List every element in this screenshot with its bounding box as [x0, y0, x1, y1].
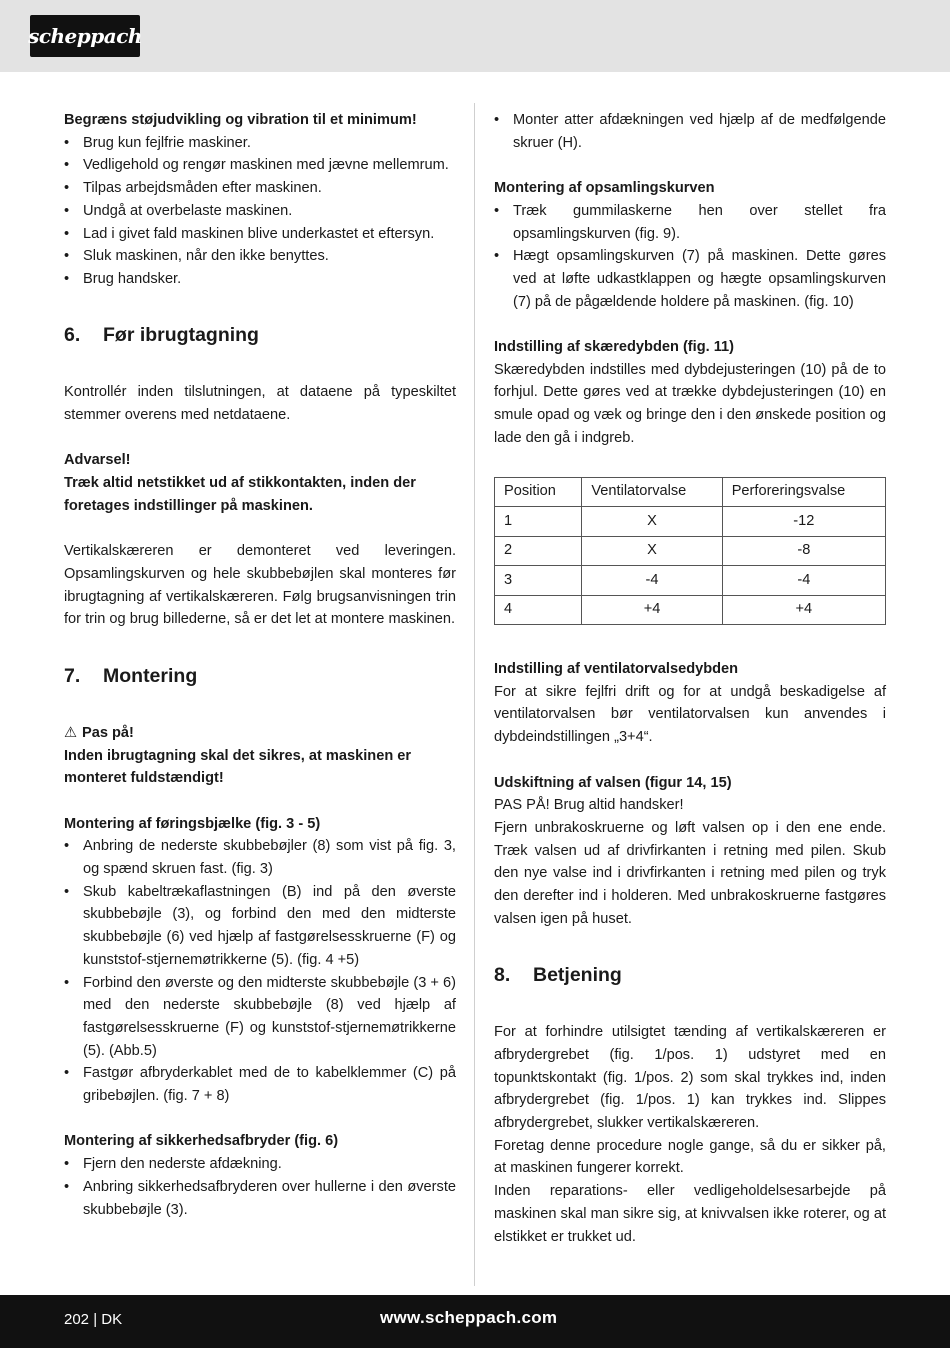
- page-number: 202 | DK: [64, 1311, 123, 1328]
- section-8-number: 8.: [494, 964, 511, 987]
- list-item-text: Monter atter afdækningen ved hjælp af de medfølgende skruer (H).: [513, 112, 886, 151]
- list-item: [64, 154, 456, 177]
- bullet-icon: •: [64, 202, 70, 219]
- section-6-number: 6.: [64, 324, 81, 347]
- table-cell: 4: [495, 595, 582, 625]
- warning-label: Advarsel!: [64, 452, 131, 469]
- table-cell: 3: [495, 566, 582, 596]
- list-item-text: Sluk maskinen, når den ikke benyttes.: [83, 248, 329, 265]
- list-item: [64, 1062, 456, 1107]
- basket-list: [494, 200, 886, 314]
- list-item-text: Tilpas arbejdsmåden efter maskinen.: [83, 180, 322, 197]
- left-column: [64, 109, 456, 1221]
- list-item-text: Undgå at overbelaste maskinen.: [83, 202, 293, 219]
- list-item-text: Skub kabeltrækaflastningen (B) ind på den øverste skubbebøjle (3), og forbind den med den midterste skubbebøjle (6) ved hjælp af fastgørelsesskruerne (F) og kunststof-stjernemøtrikkerne (5). (fig. 4 +5): [83, 883, 456, 968]
- table-cell: 1: [495, 507, 582, 537]
- depth-table: [494, 477, 886, 626]
- bullet-icon: •: [64, 1065, 70, 1082]
- table-row: [495, 507, 886, 537]
- list-item: [64, 835, 456, 880]
- table-row: [495, 566, 886, 596]
- table-cell: X: [582, 507, 722, 537]
- warning-triangle-icon: ⚠: [64, 724, 78, 741]
- warning-text: Træk altid netstikket ud af stikkontakten, inden der foretages indstillinger på maskinen.: [64, 475, 416, 514]
- table-cell: +4: [722, 595, 885, 625]
- table-header-cell: Perforeringsvalse: [722, 477, 885, 507]
- list-item: [494, 109, 886, 154]
- table-cell: X: [582, 536, 722, 566]
- bullet-icon: •: [64, 1156, 70, 1173]
- guide-heading: Montering af føringsbjælke (fig. 3 - 5): [64, 815, 321, 832]
- table-header-row: [495, 477, 886, 507]
- website-link[interactable]: www.scheppach.com: [380, 1308, 558, 1327]
- caution-text: Inden ibrugtagning skal det sikres, at maskinen er monteret fuldstændigt!: [64, 747, 412, 787]
- list-item: [64, 132, 456, 155]
- fan-heading: Indstilling af ventilatorvalsedybden: [494, 661, 739, 678]
- table-header-cell: Ventilatorvalse: [582, 477, 722, 507]
- footer-bar: [0, 1295, 950, 1348]
- section-6-intro: Kontrollér inden tilslutningen, at dataene på typeskiltet stemmer overens med netdataene.: [64, 384, 456, 424]
- table-cell: -8: [722, 536, 885, 566]
- cover-list: [494, 109, 886, 154]
- basket-heading: Montering af opsamlingskurven: [494, 180, 715, 197]
- list-item: [64, 881, 456, 972]
- scheppach-logo: scheppach: [30, 15, 140, 57]
- caution-label: Pas på!: [82, 724, 134, 741]
- bullet-icon: •: [64, 883, 70, 900]
- bullet-icon: •: [64, 1178, 70, 1195]
- section-6-heading: [64, 313, 456, 358]
- section-8-p1: For at forhindre utilsigtet tænding af vertikalskæreren er afbrydergrebet (fig. 1/pos. 1) udstyret med en topunktskontakt (fig. 1/pos. 2) som skal trykkes ind, inden afbrydergrebet (fig. 1/pos. 1) kan trykkes ind. Slippes afbrydergrebet, slukker vertikalskæreren.: [494, 1024, 886, 1132]
- column-divider: [474, 103, 475, 1286]
- section-8-p2: Foretag denne procedure nogle gange, så du er sikker på, at maskinen fungerer korrekt.: [494, 1137, 886, 1177]
- list-item-text: Anbring sikkerhedsafbryderen over hullerne i den øverste skubbebøjle (3).: [83, 1178, 456, 1218]
- switch-list: [64, 1153, 456, 1221]
- noise-list: [64, 132, 456, 291]
- list-item: [64, 268, 456, 291]
- depth-heading: Indstilling af skæredybden (fig. 11): [494, 339, 735, 355]
- caution-line: [64, 722, 456, 745]
- table-row: [495, 536, 886, 566]
- roller-text: Fjern unbrakoskruerne og løft valsen op i den ene ende. Træk valsen ud af drivfirkanten i retning med pilen. Skub den nye valse ind i drivfirkanten i retning med pilen og tryk den derefter ind i holderen. Med unbrakoskruerne fastgøres valsen igen på huset.: [494, 819, 886, 927]
- section-8-heading: [494, 953, 886, 998]
- section-8-p3: Inden reparations- eller vedligeholdelsesarbejde på maskinen skal man sikre sig, at knivvalsen ikke roterer, og at elstikket er trukket ud.: [494, 1183, 886, 1245]
- switch-heading: Montering af sikkerhedsafbryder (fig. 6): [64, 1133, 339, 1150]
- bullet-icon: •: [64, 248, 70, 265]
- section-7-number: 7.: [64, 664, 81, 687]
- list-item-text: Fastgør afbryderkablet med de to kabelklemmer (C) på gribebøjlen. (fig. 7 + 8): [83, 1065, 456, 1105]
- header-bar: [0, 0, 950, 72]
- roller-heading: Udskiftning af valsen (figur 14, 15): [494, 774, 732, 791]
- list-item: [64, 200, 456, 223]
- list-item-text: Forbind den øverste og den midterste skubbebøjle (3 + 6) med den nederste skubbebøjle (8) ved hjælp af fastgørelsesskruerne (F) og kunststof-stjernemøtrikkerne (5). (Abb.5): [83, 974, 456, 1059]
- bullet-icon: •: [494, 202, 500, 219]
- list-item-text: Træk gummilaskerne hen over stellet fra opsamlingskurven (fig. 9).: [513, 202, 886, 242]
- section-8-title: Betjening: [533, 964, 622, 987]
- right-column: [494, 109, 886, 1248]
- bullet-icon: •: [64, 270, 70, 287]
- table-cell: -4: [722, 566, 885, 596]
- list-item-text: Lad i givet fald maskinen blive underkastet et eftersyn.: [83, 225, 435, 242]
- table-row: [495, 595, 886, 625]
- section-7-title: Montering: [103, 664, 198, 687]
- section-6-body: Vertikalskæreren er demonteret ved leveringen. Opsamlingskurven og hele skubbebøjlen skal monteres før ibrugtagning af vertikalskæreren. Følg brugsanvisningen trin for trin og brug billederne, så er det let at montere maskinen.: [64, 543, 456, 628]
- bullet-icon: •: [494, 112, 500, 128]
- table-header-cell: Position: [495, 477, 582, 507]
- depth-text: Skæredybden indstilles med dybdejusteringen (10) på de to forhjul. Dette gøres ved at trække dybdejusteringen (10) en smule opad og væk og bringe den i den ønskede position og lade den gå i indgreb.: [494, 361, 886, 446]
- table-cell: 2: [495, 536, 582, 566]
- list-item-text: Anbring de nederste skubbebøjler (8) som vist på fig. 3, og spænd skruen fast. (fig. 3): [83, 838, 456, 878]
- list-item: [494, 245, 886, 313]
- guide-list: [64, 835, 456, 1107]
- table-cell: -12: [722, 507, 885, 537]
- list-item-text: Brug kun fejlfrie maskiner.: [83, 134, 251, 151]
- bullet-icon: •: [64, 180, 70, 197]
- list-item: [64, 223, 456, 246]
- section-6-title: Før ibrugtagning: [103, 324, 259, 347]
- list-item: [64, 177, 456, 200]
- list-item-text: Fjern den nederste afdækning.: [83, 1156, 282, 1173]
- list-item: [64, 245, 456, 268]
- roller-caution: PAS PÅ! Brug altid handsker!: [494, 797, 684, 814]
- table-cell: -4: [582, 566, 722, 596]
- bullet-icon: •: [64, 157, 70, 174]
- table-cell: +4: [582, 595, 722, 625]
- list-item: [494, 200, 886, 245]
- bullet-icon: •: [64, 838, 70, 855]
- bullet-icon: •: [494, 248, 500, 265]
- fan-text: For at sikre fejlfri drift og for at undgå beskadigelse af ventilatorvalsen bør ventilatorvalsen kun anvendes i dybdeindstillingen „3+4“.: [494, 683, 886, 746]
- list-item: [64, 1153, 456, 1176]
- list-item: [64, 1176, 456, 1221]
- list-item-text: Brug handsker.: [83, 270, 182, 287]
- list-item: [64, 972, 456, 1063]
- section-7-heading: [64, 654, 456, 699]
- list-item-text: Hægt opsamlingskurven (7) på maskinen. Dette gøres ved at løfte udkastklappen og hægte opsamlingskurven (7) på de pågældende holdere på maskinen. (fig. 10): [513, 248, 886, 310]
- bullet-icon: •: [64, 134, 70, 151]
- bullet-icon: •: [64, 225, 70, 242]
- list-item-text: Vedligehold og rengør maskinen med jævne mellemrum.: [83, 157, 449, 174]
- bullet-icon: •: [64, 974, 70, 991]
- noise-heading: Begræns støjudvikling og vibration til et minimum!: [64, 112, 417, 128]
